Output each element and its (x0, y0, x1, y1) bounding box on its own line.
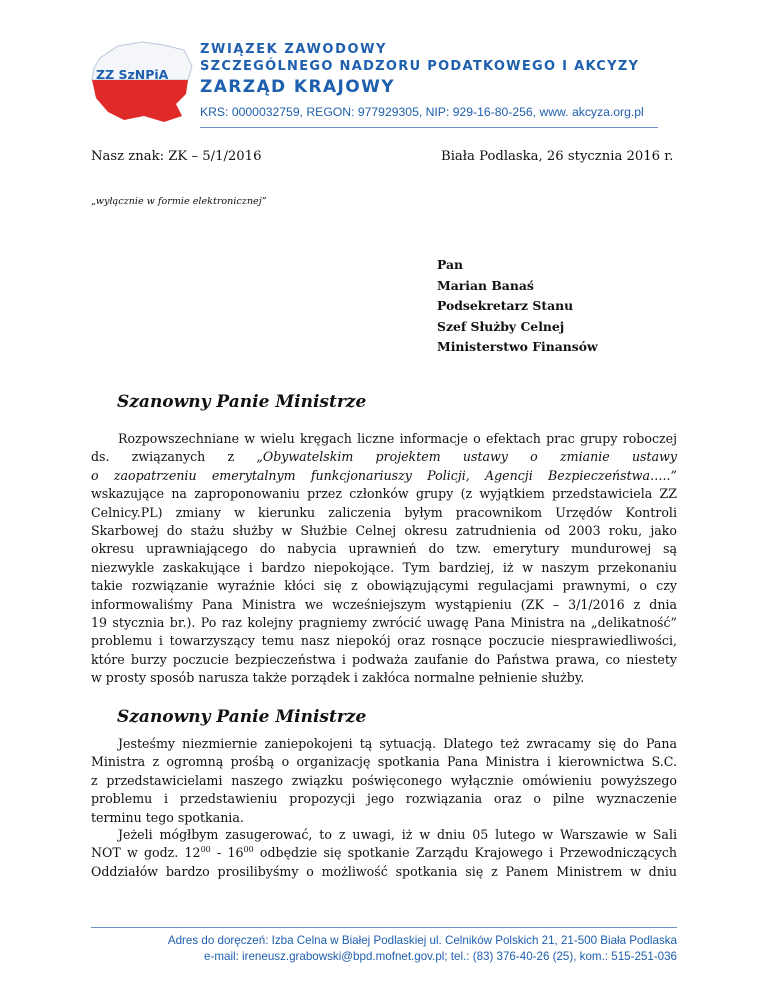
text-line: problemu i przedstawieniu propozycji jego rozwiązania oraz o pilne wyznaczenie (91, 791, 677, 807)
footer-contact: e-mail: ireneusz.grabowski@bpd.mofnet.gov.pl; tel.: (83) 376-40-26 (25), kom.: 515-251-036 (204, 950, 677, 963)
time-superscript: 00 (243, 845, 254, 855)
text-line: z przedstawicielami naszego związku poświęconego wyłącznie omówieniu powyższego (91, 772, 677, 788)
text-line: terminu tego spotkania. (91, 809, 244, 825)
text-fragment: ds. związanych z (91, 449, 257, 465)
org-name-line1: ZWIĄZEK ZAWODOWY (200, 42, 388, 57)
text-line: problemu i towarzyszący temu nasz niepokój oraz rosnące poczucie niesprawiedliwości, (91, 633, 677, 649)
text-fragment: odbędzie się spotkanie Zarządu Krajowego i Przewodniczących (253, 845, 677, 861)
text-line (91, 448, 677, 466)
text-line (91, 844, 677, 862)
paragraph-2 (91, 735, 677, 827)
paragraph-3 (91, 826, 677, 881)
text-line: Skarbowej do stażu służby w Służbie Celnej okresu zatrudnienia od 2003 roku, jako (91, 523, 677, 539)
logo-map-red (92, 80, 188, 122)
org-name-line3: ZARZĄD KRAJOWY (200, 77, 395, 97)
salutation: Szanowny Panie Ministrze (117, 707, 367, 727)
recipient-line: Pan (437, 257, 464, 272)
recipient-line: Podsekretarz Stanu (437, 298, 574, 313)
text-line: które burzy poczucie bezpieczeństwa i podważa zaufanie do Państwa prawa, co niestety (91, 651, 677, 667)
text-line: Oddziałów bardzo prosilibyśmy o możliwość spotkania się z Panem Ministrem w dniu (91, 863, 677, 879)
recipient-line: Ministerstwo Finansów (437, 339, 598, 354)
union-logo-icon (84, 36, 200, 128)
text-line: 19 stycznia br.). Po raz kolejny pragniemy zwrócić uwagę Pana Ministra na „delikatność” (91, 615, 677, 631)
delivery-note: „wyłącznie w formie elektronicznej” (91, 196, 267, 207)
text-line: Jeżeli mógłbym zasugerować, to z uwagi, iż w dniu 05 lutego w Warszawie w Sali (118, 827, 677, 842)
text-line: niezwykle zaskakujące i bardzo niepokojące. Tym bardziej, iż w naszym przekonaniu (91, 559, 677, 575)
text-line: wskazujące na zaproponowaniu przez członków grupy (z wyjątkiem przedstawiciela ZZ (91, 486, 677, 502)
paragraph-1 (91, 430, 677, 688)
salutation: Szanowny Panie Ministrze (117, 392, 367, 412)
org-name-line2: SZCZEGÓLNEGO NADZORU PODATKOWEGO I AKCYZY (200, 59, 640, 74)
text-line: o zaopatrzeniu emerytalnym funkcjonariuszy Policji, Agencji Bezpieczeństwa…..” (91, 467, 677, 483)
text-line: Rozpowszechniane w wielu kręgach liczne informacje o efektach prac grupy roboczej (118, 431, 677, 446)
header-divider (200, 127, 658, 128)
text-line: okresu uprawniającego do nabycia uprawnień do tzw. emerytury mundurowej są (91, 541, 677, 557)
text-fragment: NOT w godz. 12 (91, 845, 201, 861)
footer-address: Adres do doręczeń: Izba Celna w Białej Podlaskiej ul. Celników Polskich 21, 21-500 Biała Podlaska (167, 934, 677, 947)
registry-info: KRS: 0000032759, REGON: 977929305, NIP: 929-16-80-256, www. akcyza.org.pl (200, 105, 644, 119)
logo-text: ZZ SzNPiA (96, 67, 169, 82)
text-fragment: - 16 (210, 845, 244, 861)
text-line: informowaliśmy Pana Ministra we wcześniejszym wystąpieniu (ZK – 3/1/2016 z dnia (91, 596, 677, 612)
reference-number: Nasz znak: ZK – 5/1/2016 (91, 149, 262, 164)
text-line: takie rozwiązanie wyraźnie kłóci się z obowiązującymi regulacjami prawnymi, o czy (91, 578, 677, 594)
recipient-line: Szef Służby Celnej (437, 318, 565, 334)
text-line: Jesteśmy niezmiernie zaniepokojeni tą sytuacją. Dlatego też zwracamy się do Pana (118, 736, 677, 751)
place-date: Biała Podlaska, 26 stycznia 2016 r. (441, 149, 674, 164)
text-line: Ministra z ogromną prośbą o organizację spotkania Pana Ministra i kierownictwa S.C. (91, 754, 677, 770)
text-line: w prosty sposób narusza także porządek i zakłóca normalne pełnienie służby. (91, 670, 585, 686)
recipient-block (437, 255, 598, 358)
text-fragment-italic: „Obywatelskim projektem ustawy o zmianie ustawy (256, 449, 677, 465)
footer-divider (91, 927, 677, 928)
text-line: Celnicy.PL) zmiany w kierunku zaliczenia byłym pracownikom Urzędów Kontroli (91, 504, 677, 520)
time-superscript: 00 (200, 845, 211, 855)
recipient-line: Marian Banaś (437, 277, 534, 293)
